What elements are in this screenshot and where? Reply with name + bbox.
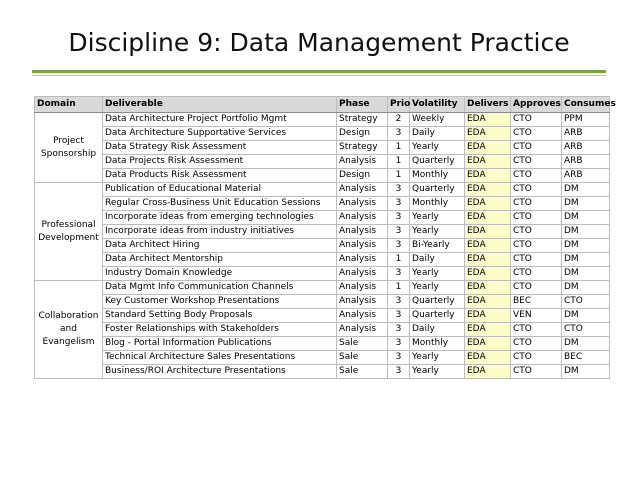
header-delivers: Delivers <box>465 97 511 113</box>
consumes-cell: DM <box>562 225 610 239</box>
deliverable-cell: Key Customer Workshop Presentations <box>103 295 337 309</box>
prio-cell: 1 <box>388 155 410 169</box>
title-rule-bottom <box>32 75 606 76</box>
domain-cell <box>35 281 103 379</box>
volatility-cell: Weekly <box>410 113 465 127</box>
table-row <box>35 225 610 239</box>
table-row <box>35 127 610 141</box>
phase-cell: Analysis <box>337 253 388 267</box>
deliverable-cell: Data Architecture Project Portfolio Mgmt <box>103 113 337 127</box>
prio-cell: 3 <box>388 309 410 323</box>
phase-cell: Analysis <box>337 225 388 239</box>
approves-cell: CTO <box>511 113 562 127</box>
table-row <box>35 281 610 295</box>
phase-cell: Sale <box>337 337 388 351</box>
volatility-cell: Quarterly <box>410 309 465 323</box>
table-row <box>35 197 610 211</box>
prio-cell: 3 <box>388 267 410 281</box>
approves-cell: CTO <box>511 267 562 281</box>
delivers-cell: EDA <box>465 281 511 295</box>
consumes-cell: ARB <box>562 169 610 183</box>
volatility-cell: Quarterly <box>410 155 465 169</box>
delivers-cell: EDA <box>465 337 511 351</box>
delivers-cell: EDA <box>465 351 511 365</box>
volatility-cell: Monthly <box>410 337 465 351</box>
consumes-cell: DM <box>562 197 610 211</box>
volatility-cell: Daily <box>410 127 465 141</box>
phase-cell: Analysis <box>337 197 388 211</box>
domain-label-line: Professional <box>41 219 96 230</box>
header-phase: Phase <box>337 97 388 113</box>
domain-label-line: Evangelism <box>42 337 95 347</box>
phase-cell: Analysis <box>337 267 388 281</box>
prio-cell: 3 <box>388 239 410 253</box>
volatility-cell: Yearly <box>410 267 465 281</box>
volatility-cell: Yearly <box>410 351 465 365</box>
delivers-cell: EDA <box>465 253 511 267</box>
domain-label-line: Sponsorship <box>40 148 97 159</box>
deliverable-cell: Publication of Educational Material <box>103 183 337 197</box>
table-row <box>35 295 610 309</box>
consumes-cell: PPM <box>562 113 610 127</box>
approves-cell: CTO <box>511 351 562 365</box>
approves-cell: CTO <box>511 239 562 253</box>
phase-cell: Sale <box>337 351 388 365</box>
prio-cell: 1 <box>388 169 410 183</box>
delivers-cell: EDA <box>465 225 511 239</box>
volatility-cell: Yearly <box>410 225 465 239</box>
slide-title: Discipline 9: Data Management Practice <box>68 28 570 57</box>
approves-cell: CTO <box>511 169 562 183</box>
deliverable-cell: Regular Cross-Business Unit Education Sessions <box>103 197 337 211</box>
deliverable-cell: Foster Relationships with Stakeholders <box>103 323 337 337</box>
deliverable-cell: Data Architect Hiring <box>103 239 337 253</box>
deliverable-cell: Data Products Risk Assessment <box>103 169 337 183</box>
deliverable-cell: Industry Domain Knowledge <box>103 267 337 281</box>
table-row <box>35 309 610 323</box>
consumes-cell: DM <box>562 211 610 225</box>
table-row <box>35 267 610 281</box>
title-rule-top <box>32 70 606 73</box>
phase-cell: Analysis <box>337 155 388 169</box>
header-domain: Domain <box>35 97 103 113</box>
table-row <box>35 337 610 351</box>
header-consumes: Consumes <box>562 97 610 113</box>
domain-label-line: Development <box>38 232 99 243</box>
volatility-cell: Yearly <box>410 365 465 379</box>
delivers-cell: EDA <box>465 155 511 169</box>
domain-cell <box>35 183 103 281</box>
approves-cell: CTO <box>511 225 562 239</box>
approves-cell: BEC <box>511 295 562 309</box>
consumes-cell: DM <box>562 365 610 379</box>
phase-cell: Analysis <box>337 323 388 337</box>
domain-label-line: and <box>60 324 77 334</box>
deliverable-cell: Data Strategy Risk Assessment <box>103 141 337 155</box>
delivers-cell: EDA <box>465 295 511 309</box>
approves-cell: CTO <box>511 211 562 225</box>
phase-cell: Analysis <box>337 239 388 253</box>
deliverable-cell: Blog - Portal Information Publications <box>103 337 337 351</box>
consumes-cell: DM <box>562 281 610 295</box>
table-row <box>35 113 610 127</box>
delivers-cell: EDA <box>465 267 511 281</box>
deliverable-cell: Standard Setting Body Proposals <box>103 309 337 323</box>
consumes-cell: DM <box>562 337 610 351</box>
delivers-cell: EDA <box>465 365 511 379</box>
approves-cell: CTO <box>511 127 562 141</box>
consumes-cell: DM <box>562 239 610 253</box>
phase-cell: Strategy <box>337 141 388 155</box>
delivers-cell: EDA <box>465 169 511 183</box>
prio-cell: 3 <box>388 351 410 365</box>
approves-cell: CTO <box>511 281 562 295</box>
delivers-cell: EDA <box>465 309 511 323</box>
prio-cell: 3 <box>388 211 410 225</box>
table-row <box>35 183 610 197</box>
volatility-cell: Daily <box>410 323 465 337</box>
phase-cell: Design <box>337 169 388 183</box>
volatility-cell: Bi-Yearly <box>410 239 465 253</box>
consumes-cell: DM <box>562 309 610 323</box>
volatility-cell: Quarterly <box>410 295 465 309</box>
approves-cell: CTO <box>511 365 562 379</box>
volatility-cell: Daily <box>410 253 465 267</box>
table-row <box>35 239 610 253</box>
approves-cell: CTO <box>511 197 562 211</box>
header-approves: Approves <box>511 97 562 113</box>
volatility-cell: Quarterly <box>410 183 465 197</box>
deliverable-cell: Data Projects Risk Assessment <box>103 155 337 169</box>
prio-cell: 1 <box>388 281 410 295</box>
delivers-cell: EDA <box>465 113 511 127</box>
prio-cell: 3 <box>388 225 410 239</box>
approves-cell: CTO <box>511 155 562 169</box>
consumes-cell: BEC <box>562 351 610 365</box>
consumes-cell: CTO <box>562 323 610 337</box>
deliverable-cell: Data Architect Mentorship <box>103 253 337 267</box>
table-row <box>35 323 610 337</box>
phase-cell: Analysis <box>337 211 388 225</box>
volatility-cell: Yearly <box>410 141 465 155</box>
delivers-cell: EDA <box>465 323 511 337</box>
phase-cell: Analysis <box>337 183 388 197</box>
delivers-cell: EDA <box>465 211 511 225</box>
table-body <box>35 113 610 379</box>
phase-cell: Analysis <box>337 295 388 309</box>
table-row <box>35 253 610 267</box>
phase-cell: Analysis <box>337 309 388 323</box>
deliverable-cell: Data Architecture Supportative Services <box>103 127 337 141</box>
consumes-cell: DM <box>562 253 610 267</box>
table-row <box>35 141 610 155</box>
table-row <box>35 169 610 183</box>
domain-label-line: Collaboration <box>38 311 99 321</box>
consumes-cell: DM <box>562 183 610 197</box>
approves-cell: CTO <box>511 183 562 197</box>
domain-label-line: Project <box>53 135 84 146</box>
approves-cell: CTO <box>511 253 562 267</box>
approves-cell: CTO <box>511 337 562 351</box>
approves-cell: CTO <box>511 141 562 155</box>
volatility-cell: Monthly <box>410 197 465 211</box>
table-row <box>35 211 610 225</box>
domain-cell <box>35 113 103 183</box>
phase-cell: Sale <box>337 365 388 379</box>
consumes-cell: ARB <box>562 141 610 155</box>
header-row <box>35 97 610 113</box>
table-row <box>35 155 610 169</box>
deliverable-cell: Business/ROI Architecture Presentations <box>103 365 337 379</box>
data-management-table <box>34 96 616 379</box>
prio-cell: 3 <box>388 197 410 211</box>
prio-cell: 3 <box>388 365 410 379</box>
prio-cell: 1 <box>388 141 410 155</box>
deliverable-cell: Technical Architecture Sales Presentations <box>103 351 337 365</box>
prio-cell: 2 <box>388 113 410 127</box>
approves-cell: CTO <box>511 323 562 337</box>
consumes-cell: ARB <box>562 127 610 141</box>
delivers-cell: EDA <box>465 183 511 197</box>
volatility-cell: Yearly <box>410 281 465 295</box>
delivers-cell: EDA <box>465 197 511 211</box>
prio-cell: 3 <box>388 183 410 197</box>
header-volatility: Volatility <box>410 97 465 113</box>
table-row <box>35 351 610 365</box>
phase-cell: Analysis <box>337 281 388 295</box>
delivers-cell: EDA <box>465 141 511 155</box>
prio-cell: 1 <box>388 253 410 267</box>
phase-cell: Design <box>337 127 388 141</box>
consumes-cell: DM <box>562 267 610 281</box>
approves-cell: VEN <box>511 309 562 323</box>
prio-cell: 3 <box>388 337 410 351</box>
table-row <box>35 365 610 379</box>
delivers-cell: EDA <box>465 127 511 141</box>
prio-cell: 3 <box>388 127 410 141</box>
deliverable-cell: Incorporate ideas from industry initiatives <box>103 225 337 239</box>
header-deliverable: Deliverable <box>103 97 337 113</box>
deliverable-cell: Incorporate ideas from emerging technologies <box>103 211 337 225</box>
phase-cell: Strategy <box>337 113 388 127</box>
consumes-cell: CTO <box>562 295 610 309</box>
header-prio: Prio <box>388 97 410 113</box>
deliverable-cell: Data Mgmt Info Communication Channels <box>103 281 337 295</box>
volatility-cell: Monthly <box>410 169 465 183</box>
prio-cell: 3 <box>388 323 410 337</box>
volatility-cell: Yearly <box>410 211 465 225</box>
consumes-cell: ARB <box>562 155 610 169</box>
prio-cell: 3 <box>388 295 410 309</box>
delivers-cell: EDA <box>465 239 511 253</box>
